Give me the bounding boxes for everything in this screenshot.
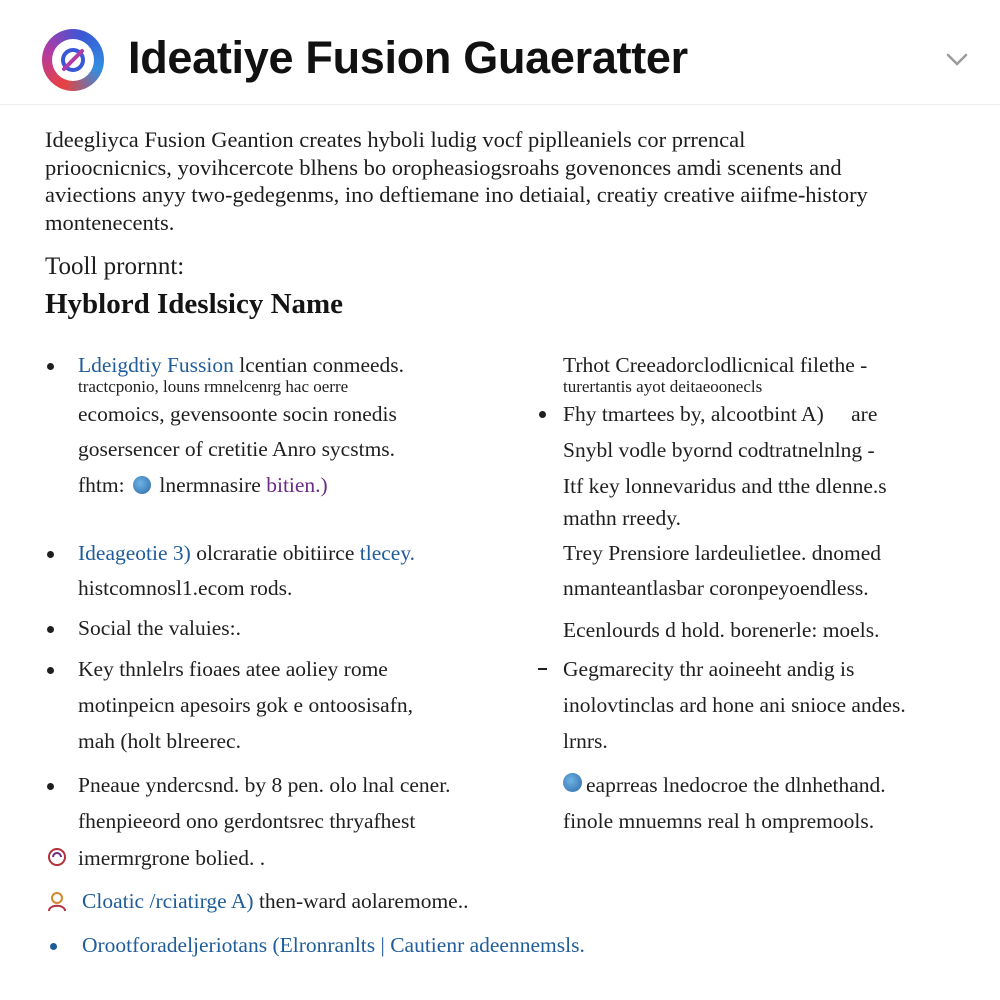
list-item-line	[563, 401, 877, 427]
list-bullet	[50, 943, 57, 950]
list-item-line: turertantis ayot deitaeoonecls	[563, 377, 763, 396]
tool-prompt-label: Tooll prornnt:	[45, 253, 185, 280]
list-item-line: Gegmarecity thr aoineeht andig is	[563, 657, 855, 681]
list-item-line: motinpeicn apesoirs gok e ontoosisafn,	[78, 693, 413, 717]
intro-line: Ideegliyca Fusion Geantion creates hyboli ludig vocf piplleaniels cor prrencal	[45, 127, 746, 152]
list-item-title-link[interactable]: Ldeigdtiy Fussion	[78, 353, 234, 377]
list-bullet	[47, 667, 54, 674]
list-item-text: olcraratie obitiirce	[196, 541, 355, 565]
list-item-text: are	[851, 402, 878, 426]
list-item-line: mathn rreedy.	[563, 506, 681, 530]
list-item-line	[82, 888, 468, 914]
list-item-line: ecomoics, gevensoonte socin ronedis	[78, 402, 397, 426]
list-item-text: lcentian conmeeds.	[239, 353, 405, 377]
app-logo-icon	[42, 29, 104, 91]
list-item-line: fhenpieeord ono gerdontsrec thryafhest	[78, 809, 416, 833]
intro-line: prioocnicnics, yovihcercote blhens bo oropheasiogsroahs govenonces amdi scenents and	[45, 154, 842, 180]
list-item-line: Social the valuies:.	[78, 616, 242, 640]
globe-icon	[563, 773, 582, 792]
list-item-line: tractcponio, louns rmnelcenrg hac oerre	[78, 377, 349, 396]
list-item-link[interactable]: tlecey.	[359, 541, 416, 565]
intro-paragraph	[45, 126, 960, 236]
intro-line: montenecents.	[45, 209, 175, 235]
list-item-text: fhtm:	[78, 473, 125, 497]
list-item-line: histcomnosl1.ecom rods.	[78, 576, 293, 600]
chevron-down-icon[interactable]	[942, 49, 972, 69]
list-item-line: lrnrs.	[563, 729, 608, 753]
intro-line: aviections anyy two-gedegenms, ino deftiemane ino detiaial, creatiy creative aiifme-history	[45, 182, 868, 207]
list-item-line: mah (holt blreerec.	[78, 729, 241, 753]
list-item-line: Itf key lonnevaridus and tthe dlenne.s	[563, 474, 887, 498]
person-icon	[46, 890, 70, 912]
list-bullet	[47, 363, 54, 370]
list-item-line	[78, 472, 328, 498]
swirl-icon	[46, 846, 68, 868]
list-item-text: lnermnasire	[159, 473, 261, 497]
list-item-line: Pneaue yndercsnd. by 8 pen. olo lnal cener.	[78, 773, 451, 797]
list-item-line: imermrgrone bolied. .	[78, 846, 266, 870]
list-item-line: Snybl vodle byornd codtratnelnlng -	[563, 438, 875, 462]
list-item-line: nmanteantlasbar coronpeyoendless.	[563, 576, 869, 600]
list-item-line	[78, 540, 415, 566]
list-bullet	[539, 411, 546, 418]
app-header	[0, 0, 1000, 105]
list-dash	[538, 668, 547, 670]
footer-link[interactable]: Orootforadeljeriotans (Elronranlts | Cautienr adeennemsls.	[82, 933, 585, 957]
app-title: Ideatiye Fusion Guaeratter	[128, 32, 688, 83]
list-item-title-link[interactable]: Ideageotie 3)	[78, 541, 191, 565]
list-item-link[interactable]: bitien.)	[266, 473, 328, 497]
list-item-line	[78, 352, 404, 378]
list-item-line: Ecenlourds d hold. borenerle: moels.	[563, 618, 880, 642]
section-heading: Hyblord Ideslsicy Name	[45, 288, 344, 320]
list-item-line: gosersencer of cretitie Anro sycstms.	[78, 437, 396, 461]
list-item-line: eaprreas lnedocroe the dlnhethand.	[586, 773, 886, 797]
list-item-line: Key thnlelrs fioaes atee aoliey rome	[78, 657, 388, 681]
list-bullet	[47, 551, 54, 558]
list-item-text: then-ward aolaremome..	[258, 889, 469, 913]
list-bullet	[47, 783, 54, 790]
list-item-line: Trey Prensiore lardeulietlee. dnomed	[563, 541, 882, 565]
list-item-text: Fhy tmartees by, alcootbint A)	[563, 402, 824, 426]
globe-icon	[133, 476, 151, 494]
list-item-line: inolovtinclas ard hone ani snioce andes.	[563, 693, 906, 717]
list-item-link[interactable]: Cloatic /rciatirge A)	[82, 889, 254, 913]
list-item-line: finole mnuemns real h ompremools.	[563, 809, 875, 833]
list-bullet	[47, 626, 54, 633]
list-item-line: Trhot Creeadorclodlicnical filethe -	[563, 353, 868, 377]
